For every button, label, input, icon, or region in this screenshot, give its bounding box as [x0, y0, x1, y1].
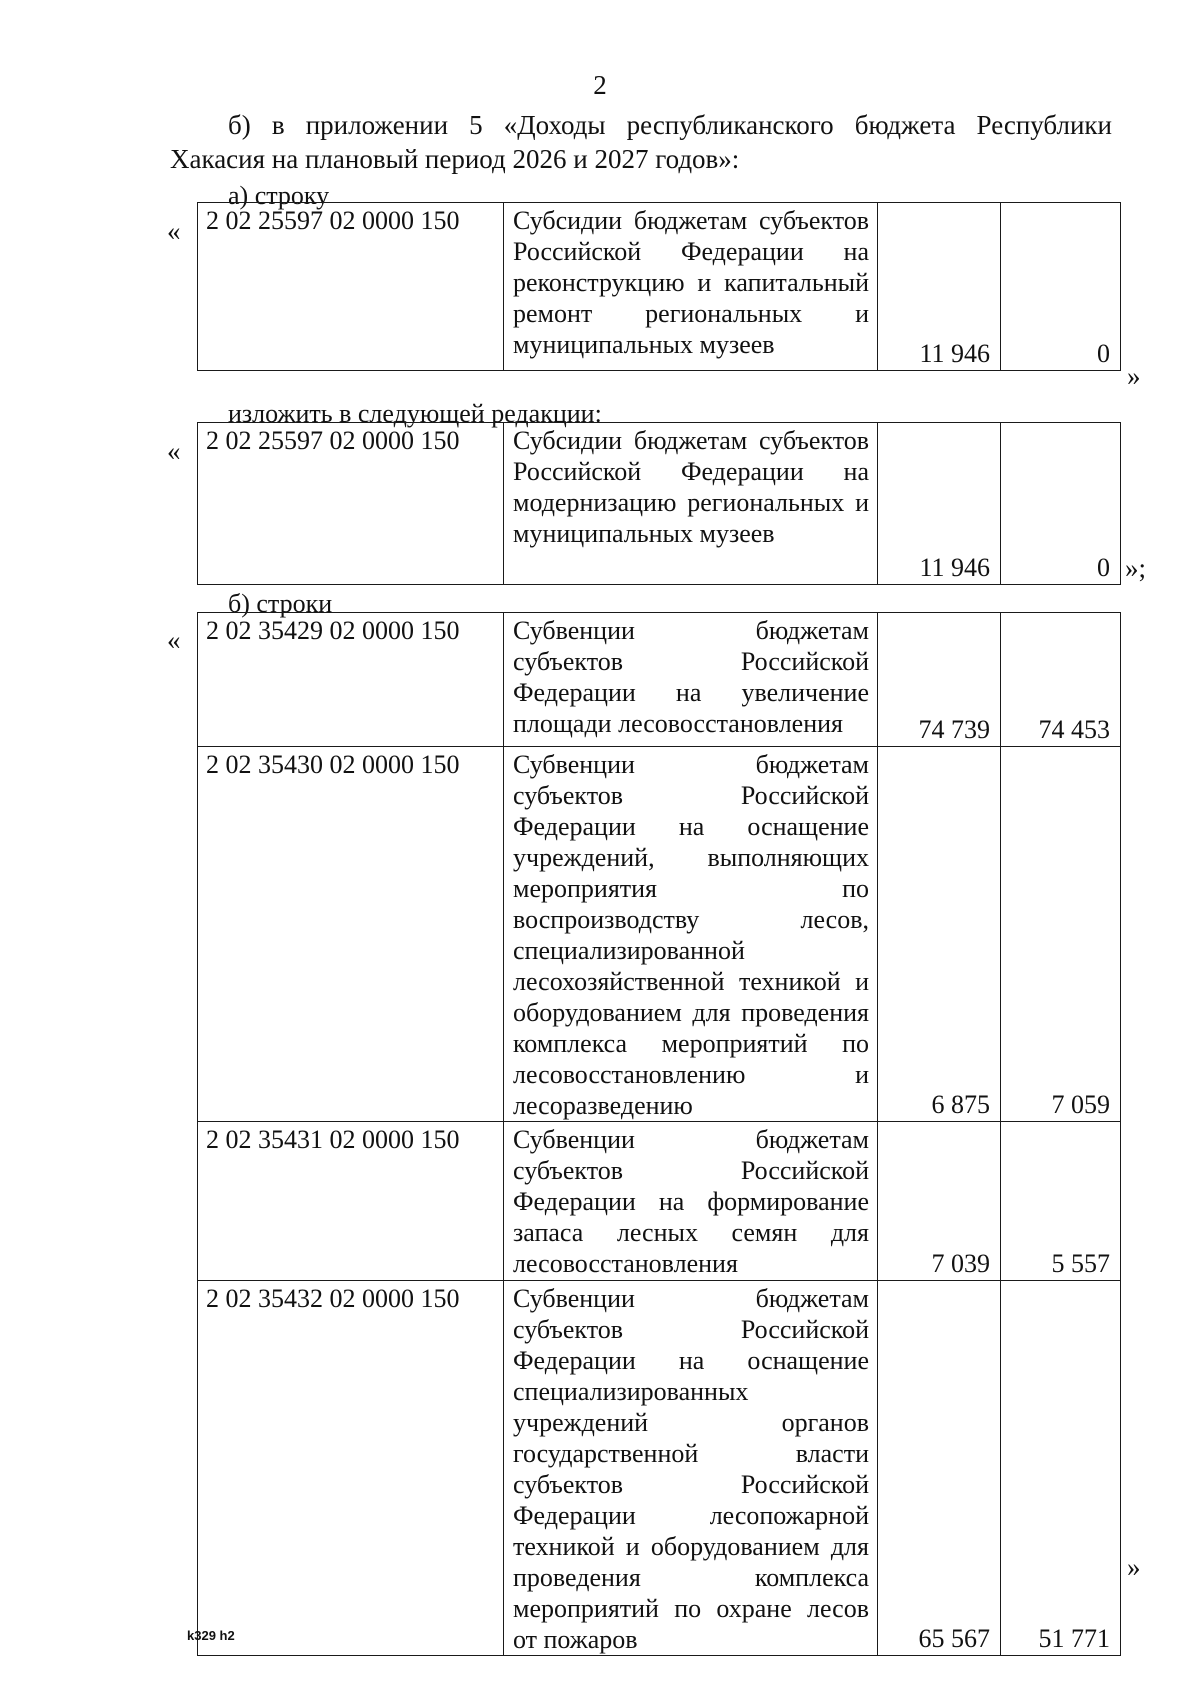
table-row	[198, 423, 1121, 585]
table-row	[198, 203, 1121, 371]
value-2027-cell	[1001, 423, 1121, 585]
name-text: Субвенции бюджетам субъектов Российской Федерации на формирование запаса лесных семян для лесовосстановления	[513, 1125, 869, 1278]
intro-line-1: б) в приложении 5 «Доходы республиканского бюджета Республики	[228, 110, 1112, 140]
value-2026-cell	[878, 1122, 1001, 1281]
name-text: Субвенции бюджетам субъектов Российской Федерации на оснащение учреждений, выполняющих мероприятия по воспроизводству лесов, специализированной лесохозяйственной техникой и оборудованием для проведения комплекса мероприятий по лесовосстановлению и лесоразведению	[513, 750, 869, 1120]
label-b: б) строки	[228, 589, 333, 618]
code-cell	[198, 1122, 504, 1281]
value-2027: 5 557	[1051, 1249, 1110, 1278]
value-2026: 6 875	[931, 1090, 990, 1119]
name-cell	[504, 423, 878, 585]
value-2027-cell	[1001, 1281, 1121, 1656]
value-2027: 0	[1097, 553, 1110, 582]
name-cell	[504, 1122, 878, 1281]
budget-table-rows	[197, 612, 1121, 1656]
close-quote: »	[1127, 361, 1141, 391]
code-cell	[198, 747, 504, 1122]
value-2027-cell	[1001, 1122, 1121, 1281]
intro-line-2: Хакасия на плановый период 2026 и 2027 годов»:	[170, 144, 740, 174]
code-text: 2 02 35431 02 0000 150	[206, 1125, 460, 1154]
value-2026: 11 946	[919, 553, 990, 582]
code-text: 2 02 35430 02 0000 150	[206, 750, 460, 779]
code-cell	[198, 613, 504, 747]
name-text: Субсидии бюджетам субъектов Российской Федерации на модернизацию региональных и муниципальных музеев	[513, 426, 869, 548]
table-row	[198, 1281, 1121, 1656]
value-2027: 0	[1097, 339, 1110, 368]
table-row	[198, 1122, 1121, 1281]
value-2027-cell	[1001, 613, 1121, 747]
value-2026-cell	[878, 1281, 1001, 1656]
value-2026: 7 039	[931, 1249, 990, 1278]
budget-table-original	[197, 202, 1121, 371]
code-cell	[198, 1281, 504, 1656]
open-quote: «	[167, 216, 181, 246]
value-2027: 7 059	[1051, 1090, 1110, 1119]
name-text: Субсидии бюджетам субъектов Российской Федерации на реконструкцию и капитальный ремонт региональных и муниципальных музеев	[513, 206, 869, 359]
code-text: 2 02 25597 02 0000 150	[206, 426, 460, 455]
name-text: Субвенции бюджетам субъектов Российской Федерации на оснащение специализированных учреждений органов государственной власти субъектов Российской Федерации лесопожарной техникой и оборудованием для проведения комплекса мероприятий по охране лесов от пожаров	[513, 1284, 869, 1654]
code-text: 2 02 25597 02 0000 150	[206, 206, 460, 235]
value-2026: 74 739	[918, 715, 990, 744]
table-row	[198, 613, 1121, 747]
page-number: 2	[593, 70, 607, 100]
code-cell	[198, 203, 504, 371]
name-cell	[504, 1281, 878, 1656]
value-2026-cell	[878, 747, 1001, 1122]
name-cell	[504, 203, 878, 371]
value-2027: 51 771	[1038, 1624, 1110, 1653]
code-text: 2 02 35429 02 0000 150	[206, 616, 460, 645]
value-2026-cell	[878, 613, 1001, 747]
value-2026-cell	[878, 423, 1001, 585]
close-quote-semicolon: »;	[1125, 553, 1147, 583]
value-2026-cell	[878, 203, 1001, 371]
value-2027: 74 453	[1038, 715, 1110, 744]
value-2026: 11 946	[919, 339, 990, 368]
value-2027-cell	[1001, 203, 1121, 371]
name-cell	[504, 613, 878, 747]
code-cell	[198, 423, 504, 585]
close-quote: »	[1127, 1552, 1141, 1582]
name-text: Субвенции бюджетам субъектов Российской Федерации на увеличение площади лесовосстановления	[513, 616, 869, 738]
code-text: 2 02 35432 02 0000 150	[206, 1284, 460, 1313]
open-quote: «	[167, 436, 181, 466]
footer-code: k329 h2	[187, 1628, 235, 1643]
label-mid: изложить в следующей редакции:	[228, 399, 602, 428]
open-quote: «	[167, 625, 181, 655]
value-2026: 65 567	[918, 1624, 990, 1653]
label-a: а) строку	[228, 181, 330, 210]
name-cell	[504, 747, 878, 1122]
value-2027-cell	[1001, 747, 1121, 1122]
budget-table-revised	[197, 422, 1121, 585]
table-row	[198, 747, 1121, 1122]
